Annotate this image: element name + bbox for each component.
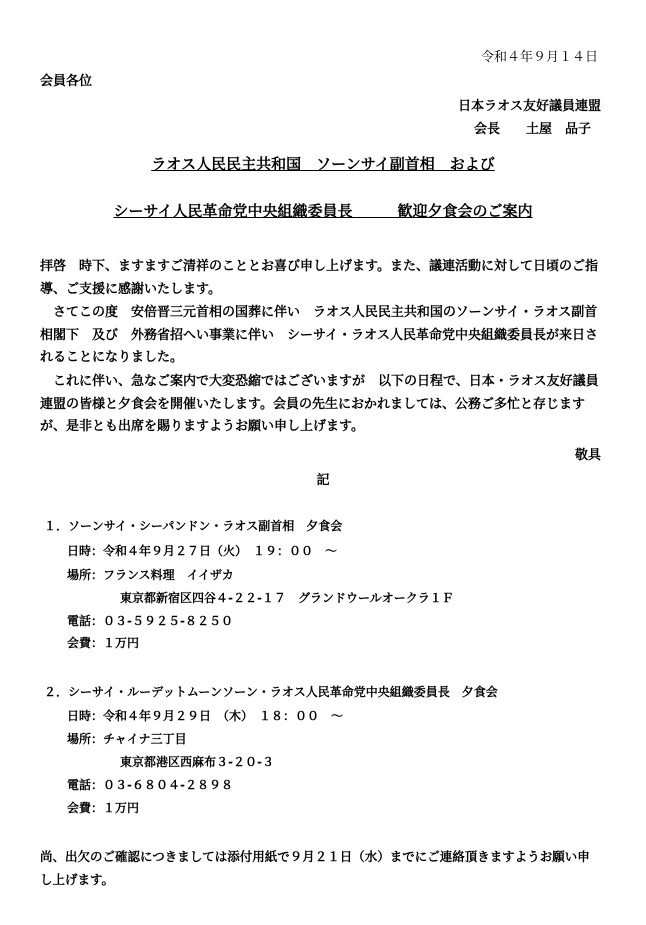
sender-organization: 日本ラオス友好議員連盟 — [458, 99, 601, 114]
event-1-venue: 場所：フランス料理 イイザカ — [67, 568, 234, 582]
body-paragraph: これに伴い、急なご案内で大変恐縮ではございますが 以下の日程で、日本・ラオス友好議員連盟の皆様と夕食会を開催いたします。会員の先生におかれましては、公務ご多忙と存じますが、是非とも出席を賜りますようお願い申し上げます。 — [40, 374, 599, 435]
event-2-fee: 会費：１万円 — [67, 801, 140, 815]
body-paragraph: さてこの度 安倍晋三元首相の国葬に伴い ラオス人民民主共和国のソーンサイ・ラオス副首相閣下 及び 外務省招へい事業に伴い シーサイ・ラオス人民革命党中央組織委員長が来日されることになりました。 — [40, 305, 598, 366]
event-1-heading: １．ソーンサイ・シーパンドン・ラオス副首相 夕食会 — [44, 519, 343, 533]
letter-date: 令和４年９月１４日 — [480, 50, 598, 65]
closing-keigu: 敬具 — [574, 448, 601, 463]
event-2-heading: ２．シーサイ・ルーデットムーンソーン・ラオス人民革命党中央組織委員長 夕食会 — [44, 685, 498, 699]
addressee: 会員各位 — [40, 74, 93, 89]
event-2-phone: 電話：０３-６８０４-２８９８ — [67, 778, 233, 792]
event-1-address: 東京都新宿区四谷４-２２-１７ グランドウールオークラ１Ｆ — [120, 591, 454, 605]
note-text: 尚、出欠のご確認につきましては添付用紙で９月２１日（水）までにご連絡頂きますようお願い申し上げます。 — [40, 849, 590, 887]
event-1-phone: 電話：０３-５９２５-８２５０ — [67, 614, 233, 628]
title-line-2: シーサイ人民革命党中央組織委員長 歓迎夕食会のご案内 — [113, 202, 533, 220]
event-2-address: 東京都港区西麻布３-２０-３ — [120, 755, 274, 769]
title-line-1: ラオス人民民主共和国 ソーンサイ副首相 および — [151, 155, 495, 173]
body-paragraph: 拝啓 時下、ますますご清祥のこととお喜び申し上げます。また、議連活動に対して日頃のご指導、ご支援に感謝いたします。 — [40, 259, 598, 297]
event-2-datetime: 日時：令和４年９月２９日 （木） １８：００ ～ — [67, 709, 344, 723]
event-1-fee: 会費：１万円 — [67, 636, 140, 650]
ki-heading: 記 — [316, 473, 330, 488]
event-1-datetime: 日時：令和４年９月２７日（火） １９：００ ～ — [67, 544, 338, 558]
sender-president: 会長 土屋 品子 — [473, 122, 591, 137]
event-2-venue: 場所：チャイナ三丁目 — [67, 732, 187, 746]
